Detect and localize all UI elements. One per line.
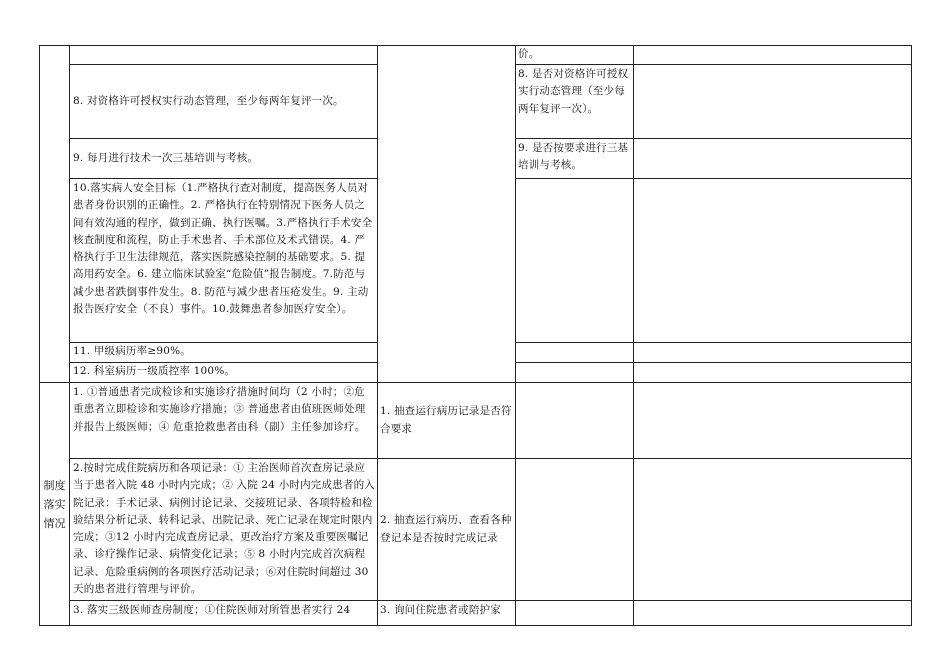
- table-rule: [633, 45, 634, 626]
- table-rule: [515, 362, 912, 363]
- check-method-3: [380, 602, 513, 624]
- standard-text: 3. 落实三级医师查房制度；①住院医师对所管患者实行 24: [73, 604, 351, 616]
- category-label-text: 制度 落实 情况: [43, 478, 66, 530]
- table-rule: [911, 45, 912, 626]
- table-rule: [515, 45, 516, 626]
- standard-text: 1. ①普通患者完成检诊和实施诊疗措施时间均（2 小时；②危重患者立即检诊和实施诊疗措施；③ 普通患者由值班医师处理并报告上级医师；④ 危重抢救患者由科（副）主任参加诊疗。: [73, 386, 366, 433]
- check-method-1: [380, 383, 513, 458]
- assessment-text: 9. 是否按要求进行三基培训与考核。: [518, 142, 629, 172]
- check-method-text: 1. 抽查运行病历记录是否符合要求: [380, 405, 512, 435]
- standard-item-1: [73, 384, 375, 458]
- table-rule: [515, 178, 912, 179]
- table-rule: [377, 45, 378, 626]
- criterion-item-10: [73, 180, 375, 341]
- table-rule: [39, 45, 912, 46]
- criterion-item-9: [73, 139, 375, 178]
- assessment-item-9: [518, 140, 631, 178]
- table-rule: [39, 625, 912, 626]
- standard-item-3: [73, 602, 375, 624]
- table-rule: [69, 45, 70, 626]
- criterion-text: 8. 对资格许可授权实行动态管理，至少每两年复评一次。: [73, 94, 344, 107]
- table-rule: [515, 64, 912, 65]
- criterion-text: 9. 每月进行技术一次三基培训与考核。: [73, 151, 259, 164]
- criterion-text: 10.落实病人安全目标（1.严格执行查对制度，提高医务人员对患者身份识别的正确性。2. 严格执行在特别情况下医务人员之间有效沟通的程序，做到正确、执行医嘱。3.严格执行手术安全核查制度和流程，防止手术患者、手术部位及术式错误。4. 严格执行手卫生法律规范，落实医院感染控制的基础要求。5. 提高用药安全。6. 建立临床试验室“危险值”报告制度。7.防范与减少患者跌倒事件发生。8. 防范与减少患者压疮发生。9. 主动报告医疗安全（不良）事件。10.鼓舞患者参加医疗安全）。: [73, 182, 373, 316]
- standard-text: 2.按时完成住院病历和各项记录：① 主治医师首次查房记录应当于患者入院 48 小时内完成；② 入院 24 小时内完成患者的入院记录：手术记录、病例讨论记录、交接班记录、各项特检和检验结果分析记录、转科记录、出院记录、死亡记录在规定时限内完成；③12 小时内完成查房记录、更改治疗方案及重要医嘱记录、诊疗操作记录、病情变化记录；⑤ 8 小时内完成首次病程记录、危险重病例的各项医疗活动记录；⑥对住院时间超过 30 天的患者进行管理与评价。: [73, 462, 376, 596]
- category-label: [40, 383, 69, 625]
- check-method-2: [380, 459, 513, 600]
- criterion-item-12: [73, 363, 375, 382]
- standard-item-2: [73, 460, 375, 600]
- assessment-text: 价。: [518, 48, 540, 60]
- assessment-item-0: [518, 46, 631, 64]
- table-rule: [515, 138, 912, 139]
- check-method-text: 2. 抽查运行病历、查看各种登记本是否按时完成记录: [380, 514, 512, 544]
- assessment-text: 8. 是否对资格许可授权实行动态管理（至少每两年复评一次）。: [518, 68, 629, 115]
- table-rule: [69, 178, 377, 179]
- criterion-item-11: [73, 343, 375, 362]
- criterion-text: 12. 科室病历一级质控率 100%。: [73, 365, 236, 377]
- criterion-item-8: [73, 65, 375, 138]
- criterion-text: 11. 甲级病历率≥90%。: [73, 345, 191, 357]
- check-method-text: 3. 询问住院患者或陪护家: [380, 604, 501, 616]
- table-rule: [515, 342, 912, 343]
- table-rule: [69, 600, 912, 601]
- assessment-item-8: [518, 66, 631, 138]
